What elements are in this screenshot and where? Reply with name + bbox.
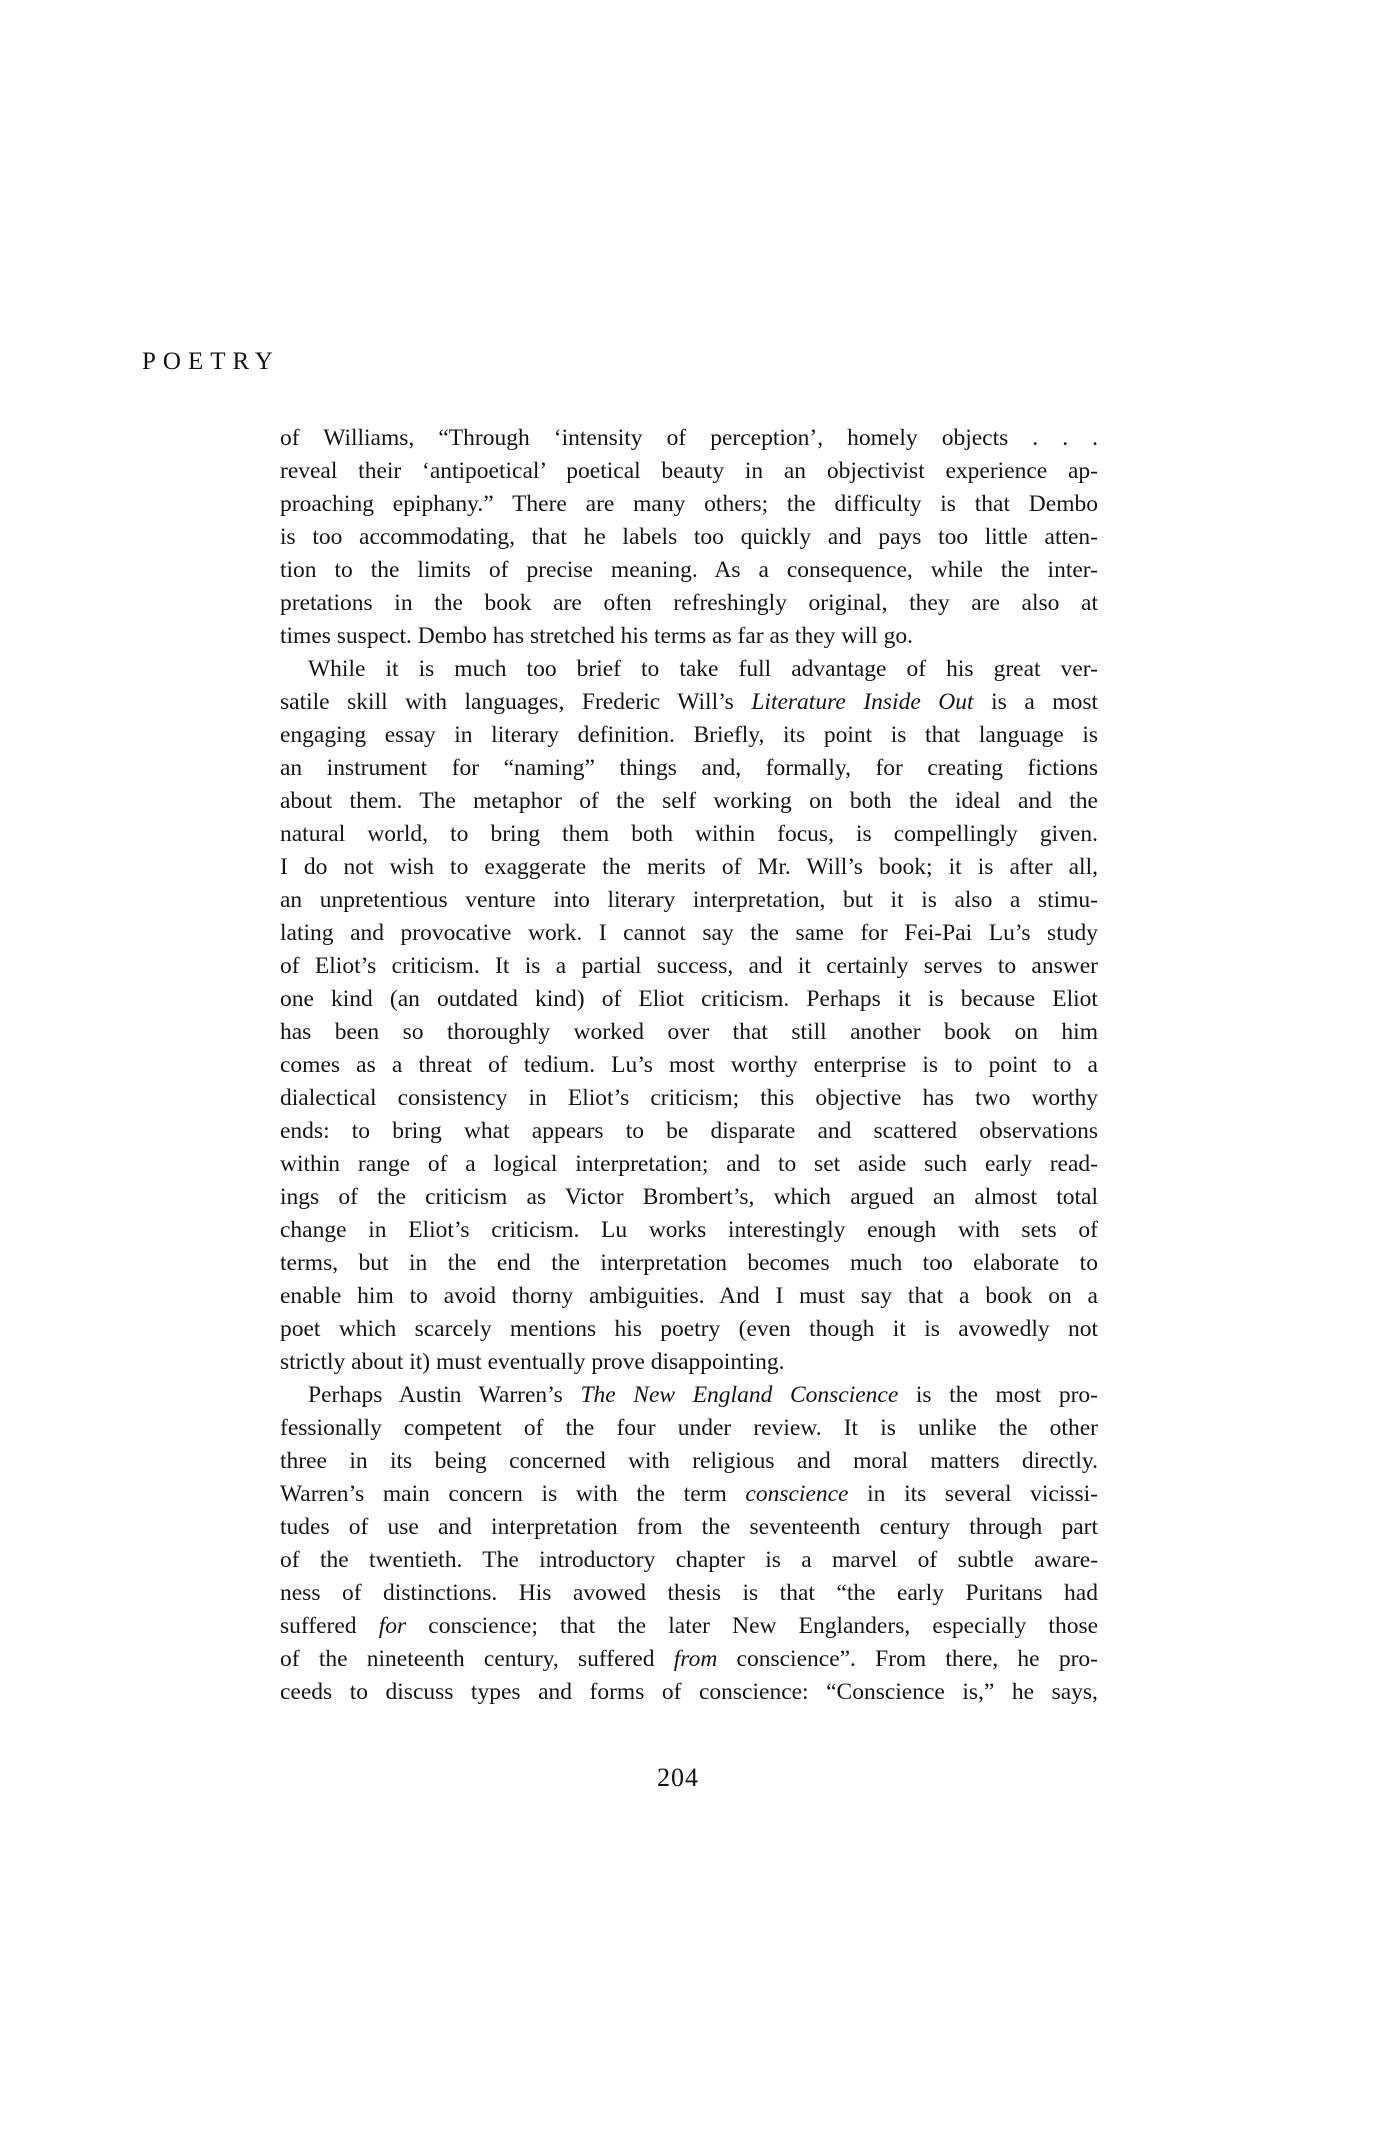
text-run: lating and provocative work. I cannot say the same for Fei-Pai Lu’s study	[280, 920, 1098, 946]
text-line	[280, 917, 1098, 950]
text-line	[280, 752, 1098, 785]
text-run: ness of distinctions. His avowed thesis is that “the early Puritans had	[280, 1580, 1098, 1606]
text-line	[280, 1478, 1098, 1511]
text-line	[280, 455, 1098, 488]
text-line	[280, 719, 1098, 752]
text-run: about them. The metaphor of the self working on both the ideal and the	[280, 788, 1098, 814]
text-line	[280, 686, 1098, 719]
text-line	[280, 1016, 1098, 1049]
text-line	[280, 1346, 1098, 1379]
text-line	[280, 1412, 1098, 1445]
paragraph	[280, 653, 1098, 1379]
text-run: times suspect. Dembo has stretched his terms as far as they will go.	[280, 623, 914, 649]
text-line	[280, 1445, 1098, 1478]
text-run: one kind (an outdated kind) of Eliot criticism. Perhaps it is because Eliot	[280, 986, 1098, 1012]
text-run: ends: to bring what appears to be disparate and scattered observations	[280, 1118, 1098, 1144]
text-line	[280, 1610, 1098, 1643]
text-run: pretations in the book are often refreshingly original, they are also at	[280, 590, 1098, 616]
text-block	[280, 422, 1098, 1709]
text-line	[280, 1214, 1098, 1247]
text-run: strictly about it) must eventually prove disappointing.	[280, 1349, 785, 1375]
text-run: of Eliot’s criticism. It is a partial success, and it certainly serves to answer	[280, 953, 1098, 979]
text-line	[280, 554, 1098, 587]
text-run: fessionally competent of the four under review. It is unlike the other	[280, 1415, 1098, 1441]
text-run: is too accommodating, that he labels too quickly and pays too little atten-	[280, 524, 1099, 550]
italic-phrase: from	[673, 1646, 718, 1672]
paragraph	[280, 1379, 1098, 1709]
text-run: satile skill with languages, Frederic Will’s	[280, 689, 752, 715]
text-run: natural world, to bring them both within focus, is compellingly given.	[280, 821, 1098, 847]
running-header: POETRY	[142, 348, 280, 375]
italic-phrase: conscience	[745, 1481, 849, 1507]
text-line	[280, 422, 1098, 455]
text-line	[280, 1148, 1098, 1181]
text-run: enable him to avoid thorny ambiguities. And I must say that a book on a	[280, 1283, 1098, 1309]
italic-phrase: The New England Conscience	[580, 1382, 899, 1408]
text-line	[280, 1313, 1098, 1346]
text-line	[280, 884, 1098, 917]
text-run: an unpretentious venture into literary interpretation, but it is also a stimu-	[280, 887, 1098, 913]
text-line	[280, 653, 1098, 686]
text-line	[280, 1280, 1098, 1313]
text-run: While it is much too brief to take full advantage of his great ver-	[308, 656, 1098, 682]
text-run: in its several vicissi-	[848, 1481, 1099, 1507]
text-run: tion to the limits of precise meaning. As a consequence, while the inter-	[280, 557, 1098, 583]
text-run: change in Eliot’s criticism. Lu works interestingly enough with sets of	[280, 1217, 1098, 1243]
text-run: Perhaps Austin Warren’s	[308, 1382, 581, 1408]
text-run: within range of a logical interpretation; and to set aside such early read-	[280, 1151, 1098, 1177]
page-number: 204	[657, 1763, 699, 1792]
text-line	[280, 983, 1098, 1016]
text-run: of the twentieth. The introductory chapter is a marvel of subtle aware-	[280, 1547, 1099, 1573]
text-line	[280, 620, 1098, 653]
text-run: conscience; that the later New Englanders, especially those	[406, 1613, 1099, 1639]
text-run: dialectical consistency in Eliot’s criticism; this objective has two worthy	[280, 1085, 1099, 1111]
italic-phrase: for	[378, 1613, 407, 1639]
text-run: reveal their ‘antipoetical’ poetical beauty in an objectivist experience ap-	[280, 458, 1099, 484]
text-line	[280, 1676, 1098, 1709]
text-run: tudes of use and interpretation from the seventeenth century through part	[280, 1514, 1098, 1540]
text-line	[280, 1247, 1098, 1280]
text-line	[280, 1511, 1098, 1544]
text-line	[280, 587, 1098, 620]
text-line	[280, 1049, 1098, 1082]
text-run: three in its being concerned with religious and moral matters directly.	[280, 1448, 1099, 1474]
text-line	[280, 1082, 1098, 1115]
text-line	[280, 1115, 1098, 1148]
text-run: of the nineteenth century, suffered	[280, 1646, 674, 1672]
italic-phrase: Literature Inside Out	[751, 689, 974, 715]
text-run: is a most	[973, 689, 1099, 715]
text-line	[280, 950, 1098, 983]
text-line	[280, 1379, 1098, 1412]
text-line	[280, 1544, 1098, 1577]
text-run: ceeds to discuss types and forms of conscience: “Conscience is,” he says,	[280, 1679, 1098, 1705]
text-run: comes as a threat of tedium. Lu’s most worthy enterprise is to point to a	[280, 1052, 1098, 1078]
text-line	[280, 1643, 1098, 1676]
text-run: poet which scarcely mentions his poetry (even though it is avowedly not	[280, 1316, 1098, 1342]
text-line	[280, 785, 1098, 818]
text-line	[280, 521, 1098, 554]
text-run: engaging essay in literary definition. Briefly, its point is that language is	[280, 722, 1099, 748]
text-run: terms, but in the end the interpretation becomes much too elaborate to	[280, 1250, 1098, 1276]
text-run: I do not wish to exaggerate the merits of Mr. Will’s book; it is after all,	[280, 854, 1098, 880]
text-run: Warren’s main concern is with the term	[280, 1481, 746, 1507]
text-run: of Williams, “Through ‘intensity of perception’, homely objects . . .	[280, 425, 1099, 451]
text-run: suffered	[280, 1613, 379, 1639]
text-run: conscience”. From there, he pro-	[717, 1646, 1099, 1672]
text-run: is the most pro-	[898, 1382, 1098, 1408]
text-run: has been so thoroughly worked over that still another book on him	[280, 1019, 1098, 1045]
text-run: proaching epiphany.” There are many others; the difficulty is that Dembo	[280, 491, 1098, 517]
text-run: an instrument for “naming” things and, formally, for creating fictions	[280, 755, 1098, 781]
text-line	[280, 488, 1098, 521]
text-line	[280, 851, 1098, 884]
text-line	[280, 1577, 1098, 1610]
text-line	[280, 1181, 1098, 1214]
paragraph	[280, 422, 1098, 653]
text-line	[280, 818, 1098, 851]
text-run: ings of the criticism as Victor Brombert’s, which argued an almost total	[280, 1184, 1098, 1210]
